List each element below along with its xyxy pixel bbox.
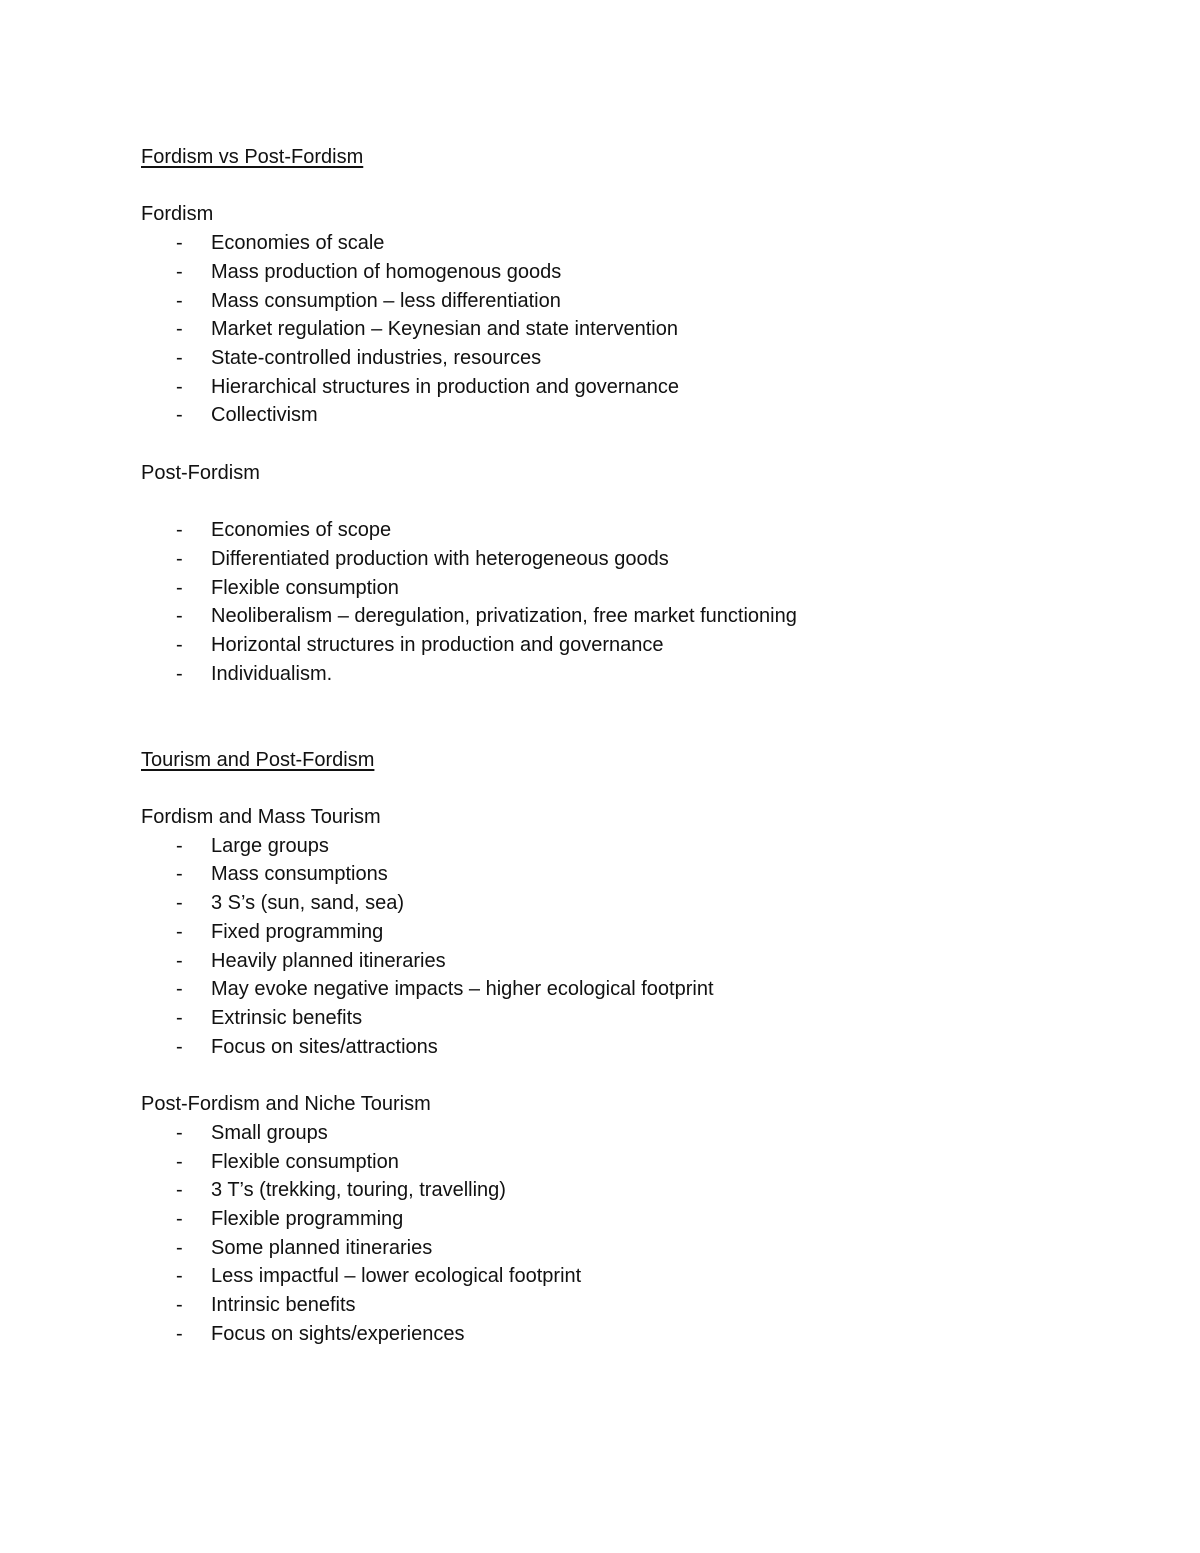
list-item [141, 1004, 1041, 1033]
post-fordism-list [141, 516, 1041, 688]
list-item-text: Differentiated production with heterogeneous goods [211, 547, 669, 570]
list-item [141, 516, 1041, 545]
list-item [141, 545, 1041, 574]
list-item-text: Mass consumptions [211, 863, 388, 886]
list-item [141, 918, 1041, 947]
list-item-text: Less impactful – lower ecological footprint [211, 1265, 582, 1288]
list-dash-marker: - [176, 318, 183, 341]
list-item [141, 1320, 1041, 1349]
list-dash-marker: - [176, 949, 183, 972]
list-dash-marker: - [176, 547, 183, 570]
list-item-text: Small groups [211, 1121, 328, 1144]
list-dash-marker: - [176, 1121, 183, 1144]
list-item-text: Collectivism [211, 404, 318, 427]
list-item-text: Flexible programming [211, 1207, 404, 1230]
list-item-text: May evoke negative impacts – higher ecological footprint [211, 978, 714, 1001]
list-item-text: Flexible consumption [211, 1150, 399, 1173]
list-item-text: Economies of scale [211, 232, 385, 255]
list-item-text: 3 T’s (trekking, touring, travelling) [211, 1179, 506, 1202]
list-dash-marker: - [176, 1150, 183, 1173]
list-item-text: Hierarchical structures in production and governance [211, 375, 680, 398]
list-item-text: Focus on sites/attractions [211, 1035, 438, 1058]
list-item [141, 1291, 1041, 1320]
list-item [141, 373, 1041, 402]
list-dash-marker: - [176, 1236, 183, 1259]
list-dash-marker: - [176, 404, 183, 427]
list-item [141, 401, 1041, 430]
list-dash-marker: - [176, 1322, 183, 1345]
list-item [141, 1205, 1041, 1234]
section-title-tourism-and-post-fordism: Tourism and Post-Fordism [141, 748, 375, 771]
list-item [141, 1148, 1041, 1177]
list-dash-marker: - [176, 346, 183, 369]
list-item-text: 3 S’s (sun, sand, sea) [211, 892, 405, 915]
list-item [141, 344, 1041, 373]
list-item-text: Horizontal structures in production and governance [211, 633, 664, 656]
list-item [141, 574, 1041, 603]
list-item-text: Neoliberalism – deregulation, privatization, free market functioning [211, 605, 797, 628]
list-dash-marker: - [176, 289, 183, 312]
list-dash-marker: - [176, 1007, 183, 1029]
list-item [141, 229, 1041, 258]
subheading-post-fordism: Post-Fordism [141, 461, 260, 484]
list-item [141, 660, 1041, 689]
mass-tourism-list [141, 832, 1041, 1062]
list-item-text: Flexible consumption [211, 576, 399, 599]
list-dash-marker: - [176, 1207, 183, 1230]
list-item [141, 1033, 1041, 1062]
list-item [141, 1234, 1041, 1263]
list-item [141, 1119, 1041, 1148]
list-item-text: Large groups [211, 834, 329, 857]
list-dash-marker: - [176, 662, 183, 685]
list-dash-marker: - [176, 978, 183, 1001]
list-item [141, 315, 1041, 344]
list-dash-marker: - [176, 375, 183, 398]
list-dash-marker: - [176, 834, 183, 857]
list-item-text: Mass production of homogenous goods [211, 260, 562, 283]
list-dash-marker: - [176, 892, 183, 915]
subheading-fordism-and-mass-tourism: Fordism and Mass Tourism [141, 806, 381, 829]
subheading-post-fordism-and-niche-tourism: Post-Fordism and Niche Tourism [141, 1093, 431, 1116]
subheading-fordism: Fordism [141, 203, 214, 226]
list-item [141, 832, 1041, 861]
list-dash-marker: - [176, 920, 183, 943]
list-item [141, 602, 1041, 631]
list-item [141, 860, 1041, 889]
list-item [141, 1262, 1041, 1291]
list-dash-marker: - [176, 260, 183, 283]
list-dash-marker: - [176, 633, 183, 656]
list-dash-marker: - [176, 576, 183, 599]
list-item-text: Intrinsic benefits [211, 1294, 356, 1317]
list-item-text: Heavily planned itineraries [211, 949, 446, 972]
list-dash-marker: - [176, 605, 183, 628]
list-item-text: Market regulation – Keynesian and state intervention [211, 318, 678, 341]
document-page [141, 143, 1041, 1348]
list-item [141, 1176, 1041, 1205]
list-item-text: Focus on sights/experiences [211, 1322, 465, 1345]
list-item-text: Mass consumption – less differentiation [211, 289, 561, 312]
fordism-list [141, 229, 1041, 430]
list-item [141, 258, 1041, 287]
list-item-text: Extrinsic benefits [211, 1007, 363, 1029]
list-item-text: State-controlled industries, resources [211, 346, 542, 369]
list-item-text: Economies of scope [211, 519, 392, 542]
list-dash-marker: - [176, 1265, 183, 1288]
list-item [141, 287, 1041, 316]
list-item [141, 975, 1041, 1004]
list-dash-marker: - [176, 519, 183, 542]
section-title-fordism-vs-post-fordism: Fordism vs Post-Fordism [141, 146, 364, 168]
list-dash-marker: - [176, 232, 183, 255]
list-item-text: Fixed programming [211, 920, 384, 943]
list-dash-marker: - [176, 1035, 183, 1058]
list-dash-marker: - [176, 863, 183, 886]
list-item-text: Some planned itineraries [211, 1236, 433, 1259]
niche-tourism-list [141, 1119, 1041, 1349]
list-dash-marker: - [176, 1294, 183, 1317]
list-item-text: Individualism. [211, 662, 333, 685]
list-item [141, 889, 1041, 918]
list-item [141, 947, 1041, 976]
list-dash-marker: - [176, 1179, 183, 1202]
list-item [141, 631, 1041, 660]
